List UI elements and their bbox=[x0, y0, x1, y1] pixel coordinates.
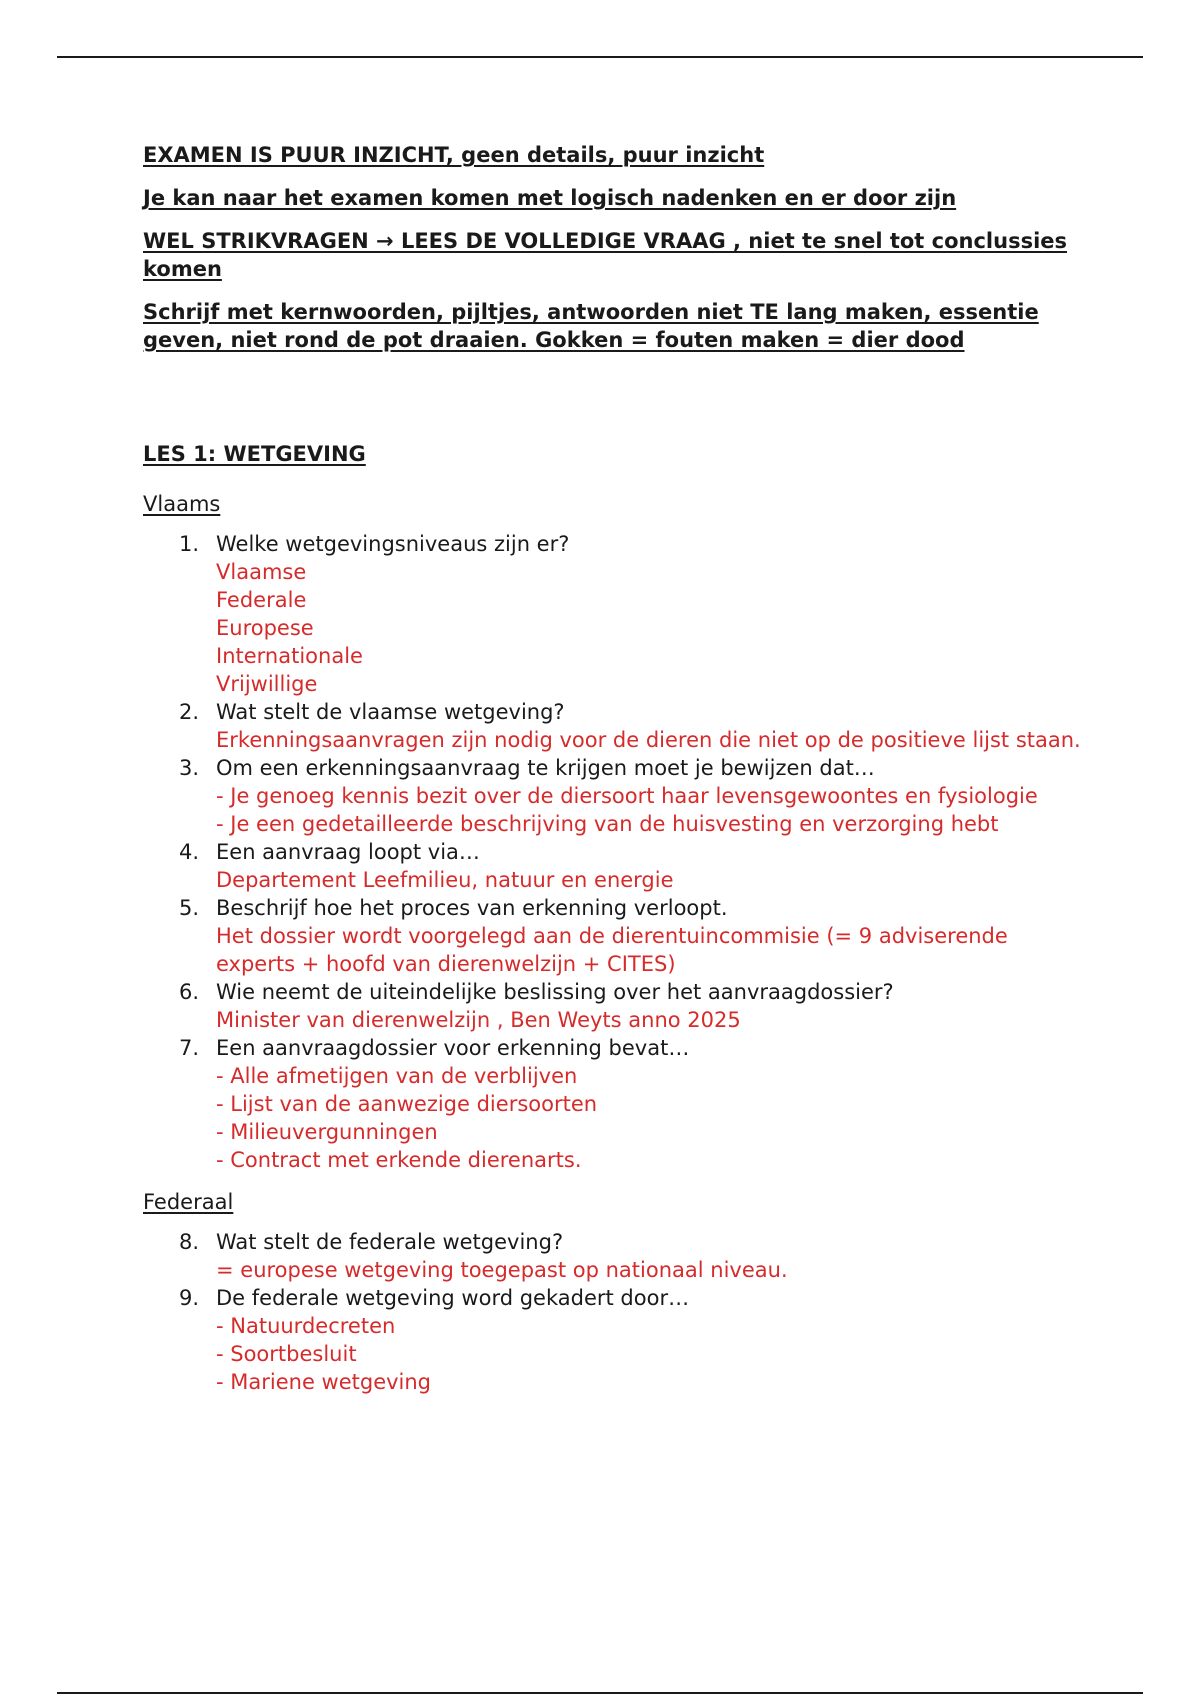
intro-line: WEL STRIKVRAGEN → LEES DE VOLLEDIGE VRAAG , niet te snel tot conclussies komen bbox=[143, 229, 1068, 281]
question-text: Om een erkenningsaanvraag te krijgen moet je bewijzen dat… bbox=[216, 756, 875, 780]
intro-line: EXAMEN IS PUUR INZICHT, geen details, puur inzicht bbox=[143, 143, 765, 167]
answer-line: Federale bbox=[216, 588, 307, 612]
question-text: Beschrijf hoe het proces van erkenning verloopt. bbox=[216, 896, 728, 920]
question-number: 8. bbox=[179, 1230, 200, 1254]
answer-line: - Mariene wetgeving bbox=[216, 1370, 432, 1394]
answer-line: Departement Leefmilieu, natuur en energie bbox=[216, 868, 674, 892]
footer-rule bbox=[57, 1692, 1143, 1694]
section-title: Vlaams bbox=[143, 492, 221, 516]
intro-line: Schrijf met kernwoorden, pijltjes, antwoorden niet TE lang maken, essentie geven, niet rond de pot draaien. Gokken = fouten maken = dier dood bbox=[143, 300, 1039, 352]
question-number: 1. bbox=[179, 532, 200, 556]
answer-line: - Je genoeg kennis bezit over de diersoort haar levensgewoontes en fysiologie bbox=[216, 784, 1038, 808]
intro-line: Je kan naar het examen komen met logisch nadenken en er door zijn bbox=[143, 186, 957, 210]
section-title: Federaal bbox=[143, 1190, 234, 1214]
lesson-title: LES 1: WETGEVING bbox=[143, 442, 366, 466]
question-item bbox=[143, 1228, 1083, 1284]
answer-line: - Alle afmetijgen van de verblijven bbox=[216, 1064, 578, 1088]
question-text: Wat stelt de vlaamse wetgeving? bbox=[216, 700, 565, 724]
question-text: Wie neemt de uiteindelijke beslissing over het aanvraagdossier? bbox=[216, 980, 894, 1004]
question-number: 4. bbox=[179, 840, 200, 864]
answer-line: Het dossier wordt voorgelegd aan de dierentuincommisie (= 9 adviserende experts + hoofd van dierenwelzijn + CITES) bbox=[216, 924, 1008, 976]
answer-line: - Contract met erkende dierenarts. bbox=[216, 1148, 582, 1172]
answer-line: - Soortbesluit bbox=[216, 1342, 357, 1366]
document-body bbox=[143, 141, 1083, 1410]
answer-line: - Je een gedetailleerde beschrijving van de huisvesting en verzorging hebt bbox=[216, 812, 999, 836]
question-text: Een aanvraagdossier voor erkenning bevat… bbox=[216, 1036, 690, 1060]
question-text: Welke wetgevingsniveaus zijn er? bbox=[216, 532, 570, 556]
question-number: 5. bbox=[179, 896, 200, 920]
question-item bbox=[143, 698, 1083, 754]
question-item bbox=[143, 754, 1083, 838]
answer-line: - Natuurdecreten bbox=[216, 1314, 396, 1338]
answer-line: Vlaamse bbox=[216, 560, 307, 584]
question-number: 3. bbox=[179, 756, 200, 780]
answer-line: Internationale bbox=[216, 644, 363, 668]
question-number: 9. bbox=[179, 1286, 200, 1310]
question-item bbox=[143, 894, 1083, 978]
question-text: De federale wetgeving word gekadert door… bbox=[216, 1286, 690, 1310]
answer-line: Europese bbox=[216, 616, 314, 640]
question-item bbox=[143, 1284, 1083, 1396]
answer-line: - Milieuvergunningen bbox=[216, 1120, 438, 1144]
question-number: 7. bbox=[179, 1036, 200, 1060]
question-number: 6. bbox=[179, 980, 200, 1004]
answer-line: Erkenningsaanvragen zijn nodig voor de dieren die niet op de positieve lijst staan. bbox=[216, 728, 1081, 752]
question-item bbox=[143, 978, 1083, 1034]
question-item bbox=[143, 530, 1083, 698]
question-list bbox=[143, 530, 1083, 1174]
header-rule bbox=[57, 56, 1143, 58]
question-text: Een aanvraag loopt via… bbox=[216, 840, 480, 864]
answer-line: = europese wetgeving toegepast op nationaal niveau. bbox=[216, 1258, 788, 1282]
question-text: Wat stelt de federale wetgeving? bbox=[216, 1230, 564, 1254]
question-list bbox=[143, 1228, 1083, 1396]
answer-line: Vrijwillige bbox=[216, 672, 318, 696]
answer-line: Minister van dierenwelzijn , Ben Weyts anno 2025 bbox=[216, 1008, 741, 1032]
answer-line: - Lijst van de aanwezige diersoorten bbox=[216, 1092, 598, 1116]
question-number: 2. bbox=[179, 700, 200, 724]
section-vlaams bbox=[143, 490, 1083, 1174]
question-item bbox=[143, 838, 1083, 894]
section-federaal bbox=[143, 1188, 1083, 1396]
question-item bbox=[143, 1034, 1083, 1174]
exam-intro bbox=[143, 141, 1083, 354]
